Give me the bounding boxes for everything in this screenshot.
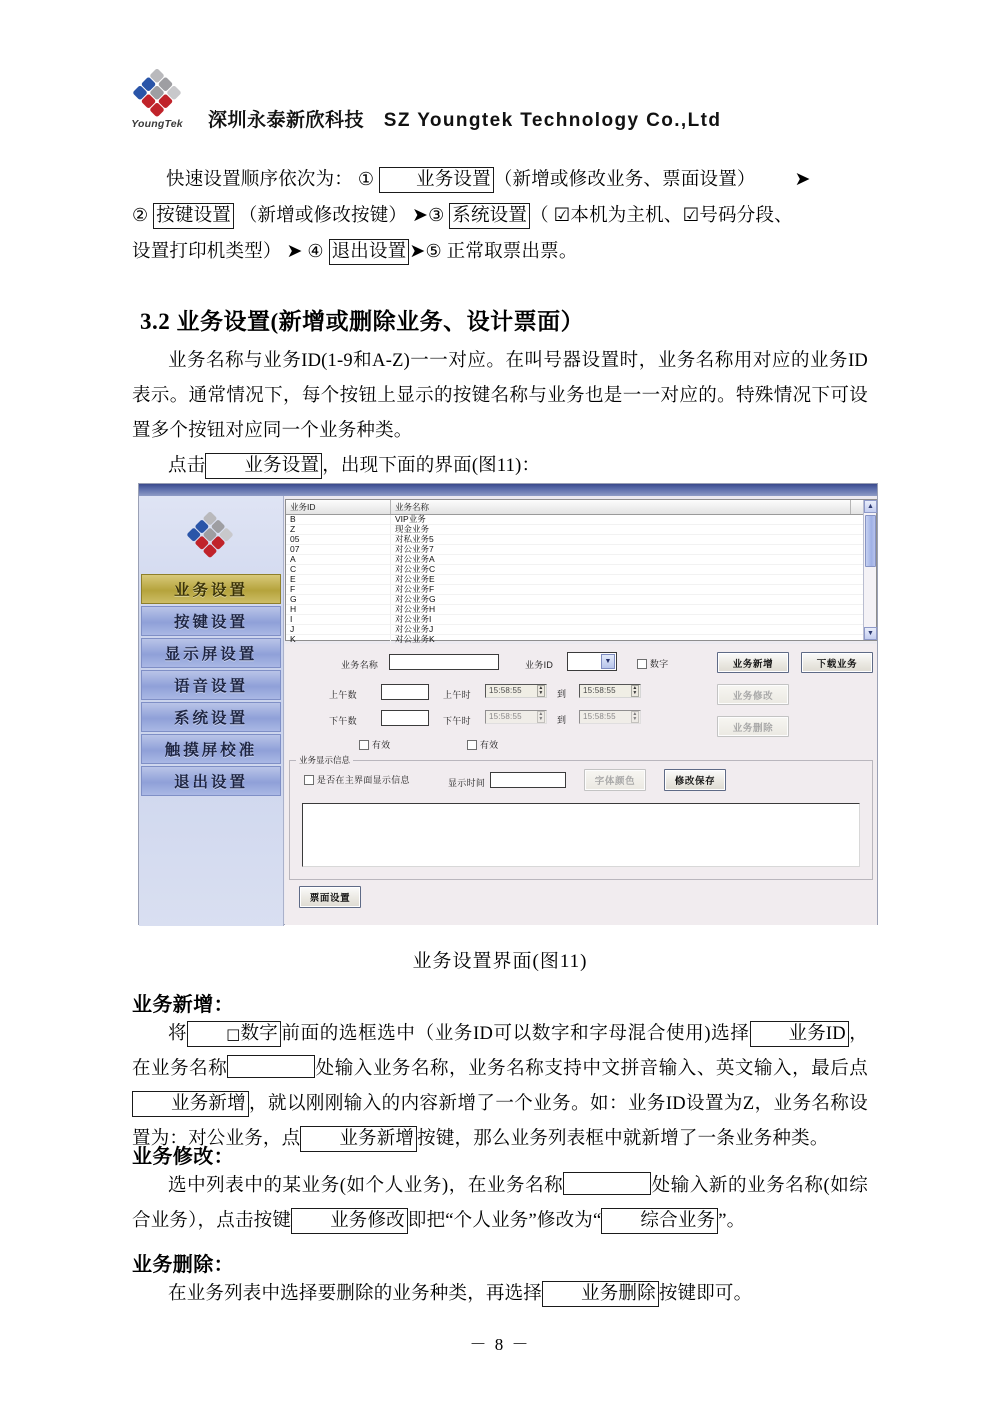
arrow-icon-2: ➤ [411, 204, 429, 226]
modify-business-section [132, 1140, 868, 1239]
add-business-button[interactable]: 业务新增 [717, 652, 789, 673]
step-2-number: ② [132, 205, 149, 226]
checkbox-digit[interactable] [637, 659, 647, 669]
section-paragraph-1: 业务名称与业务ID(1-9和A-Z)一一对应。在叫号器设置时，业务名称用对应的业务ID表示。通常情况下，每个按钮上显示的按键名称与业务也是一一对应的。特殊情况下可设置多个按钮对应同一个业务种类。 [132, 351, 868, 441]
intro-block [132, 162, 868, 270]
cell-business-name: 对私业务5 [395, 534, 434, 544]
cell-business-name: 对公业务G [395, 594, 436, 604]
intro-box-system-settings: 系统设置 [449, 203, 530, 229]
save-changes-button[interactable]: 修改保存 [664, 769, 726, 791]
column-header-business-id[interactable]: 业务ID [286, 500, 391, 514]
cell-business-id: Z [286, 525, 391, 534]
am-time-to-spinner[interactable] [579, 684, 641, 698]
cell-business-id: B [286, 515, 391, 524]
table-row[interactable] [286, 565, 876, 575]
delete-box-delete-business: 业务删除 [542, 1281, 659, 1307]
column-header-business-name[interactable]: 业务名称 [391, 500, 851, 514]
display-info-group-title: 业务显示信息 [296, 754, 353, 766]
step-1-number: ① [357, 169, 375, 190]
para2-post: ，出现下面的界面(图11)： [322, 456, 541, 476]
sidebar-item-label: 系统设置 [173, 710, 248, 727]
para2-prefix: 点击 [168, 456, 206, 476]
modify-t3: 即把“个人业务”修改为“ [407, 1211, 602, 1231]
square-icon: □ [226, 1025, 241, 1043]
modify-t4: ”。 [718, 1211, 746, 1231]
table-row[interactable] [286, 575, 876, 585]
checkbox-show-on-main[interactable] [304, 775, 314, 785]
table-row[interactable] [286, 545, 876, 555]
add-t4: 处输入业务名称，业务名称支持中文拼音输入、英文输入，最后点 [315, 1059, 868, 1079]
add-box-digit [187, 1021, 281, 1047]
sidebar-item-label: 语音设置 [173, 678, 248, 695]
modify-t2: 处输入新的业务名称(如综合业务），点击按键 [132, 1176, 869, 1231]
scrollbar-thumb[interactable] [865, 515, 876, 567]
scroll-up-icon[interactable]: ▲ [864, 500, 877, 513]
table-row[interactable] [286, 535, 876, 545]
business-list[interactable] [285, 499, 877, 644]
window-titlebar [139, 484, 877, 496]
label-pm-count: 下午数 [329, 716, 357, 726]
show-time-input[interactable] [490, 772, 566, 788]
figure-caption: 业务设置界面(图11) [412, 951, 588, 972]
checkbox-digit-row[interactable] [637, 657, 668, 670]
cell-business-name: 对公业务C [395, 564, 436, 574]
sidebar-item-exit-settings[interactable] [141, 766, 281, 796]
display-info-memo[interactable] [302, 803, 860, 867]
para2-box-business-settings: 业务设置 [205, 453, 322, 479]
label-to-1: 到 [557, 689, 567, 699]
add-t5: ，就以刚刚输入的内容新增了一个业务。如：业务ID设置为Z，业务名称设置为：对公业务，点 [132, 1094, 868, 1149]
table-row[interactable] [286, 615, 876, 625]
diamond-logo-icon [124, 64, 190, 120]
add-b1: 数字 [240, 1024, 278, 1044]
business-id-select[interactable] [567, 652, 617, 671]
sidebar-nav [139, 496, 284, 926]
cell-business-id: 05 [286, 535, 391, 544]
add-t1: 将 [168, 1024, 188, 1044]
add-t2: 前面的选框选中（业务ID可以数字和字母混合使用)选择 [280, 1024, 750, 1044]
cell-business-id: A [286, 555, 391, 564]
add-business-paragraph [132, 1017, 868, 1157]
label-to-2: 到 [557, 715, 567, 725]
page-header [118, 64, 878, 136]
modify-box-comprehensive-business: 综合业务 [601, 1208, 718, 1234]
cell-business-name: 对公业务7 [395, 544, 434, 554]
business-settings-window [138, 483, 878, 925]
checkbox-show-main-label: 是否在主界面显示信息 [316, 775, 410, 785]
cell-business-name: 对公业务I [395, 614, 432, 624]
pm-time-from-value: 15:58:55 [489, 712, 522, 721]
arrow-icon-4: ➤ [409, 240, 426, 262]
cell-business-name: 对公业务E [395, 574, 435, 584]
cell-business-name: 对公业务K [395, 634, 435, 644]
page-number: － 8 － [469, 1335, 531, 1354]
modify-business-button[interactable]: 业务修改 [717, 684, 789, 705]
intro-box-business-settings: 业务设置 [379, 167, 494, 193]
add-business-heading: 业务新增： [132, 994, 234, 1016]
list-scrollbar[interactable] [863, 500, 876, 640]
delete-business-heading: 业务删除： [132, 1254, 234, 1276]
checkbox-valid-1[interactable] [359, 740, 369, 750]
am-count-input[interactable] [381, 684, 429, 700]
section-paragraph-2 [132, 449, 868, 484]
add-box-add-business-2: 业务新增 [300, 1126, 417, 1152]
label-am-count: 上午数 [329, 690, 357, 700]
table-row[interactable] [286, 605, 876, 615]
checkbox-valid-2[interactable] [467, 740, 477, 750]
cell-business-name: 对公业务J [395, 624, 434, 634]
diamond-logo-icon [179, 508, 241, 562]
table-row[interactable] [286, 595, 876, 605]
business-list-header [286, 500, 876, 515]
cell-business-id: J [286, 625, 391, 634]
spinner-arrows-icon[interactable]: ▲ ▼ [538, 711, 544, 722]
cell-business-id: 07 [286, 545, 391, 554]
company-name-cn: 深圳永泰新欣科技 [208, 110, 365, 131]
cell-business-name: 对公业务H [395, 604, 436, 614]
pm-time-from-spinner[interactable] [485, 710, 547, 724]
intro-line2-post: （ ☑本机为主机、☑号码分段、 [530, 206, 793, 226]
company-name-en: SZ Youngtek Technology Co.,Ltd [383, 110, 722, 131]
add-box-add-business-1: 业务新增 [132, 1091, 249, 1117]
checkbox-valid-1-label: 有效 [371, 740, 391, 750]
sidebar-item-label: 业务设置 [173, 582, 248, 599]
cell-business-name: 对公业务F [395, 584, 435, 594]
sidebar-item-display-settings[interactable] [141, 638, 281, 668]
scroll-down-icon[interactable]: ▼ [864, 627, 877, 640]
checkbox-valid-2-row[interactable] [467, 738, 498, 751]
sidebar-item-system-settings[interactable] [141, 702, 281, 732]
pm-time-to-value: 15:58:55 [583, 712, 616, 721]
ticket-layout-button[interactable]: 票面设置 [299, 886, 361, 908]
spinner-arrows-icon[interactable]: ▲ ▼ [538, 685, 544, 696]
cell-business-id: G [286, 595, 391, 604]
cell-business-id: I [286, 615, 391, 624]
add-blank-field [227, 1055, 315, 1078]
section-body [132, 344, 868, 484]
label-business-id: 业务ID [525, 660, 554, 670]
modify-t1: 选中列表中的某业务(如个人业务)，在业务名称 [168, 1176, 564, 1196]
cell-business-id: K [286, 635, 391, 644]
delete-business-button[interactable]: 业务删除 [717, 716, 789, 737]
checkbox-digit-label: 数字 [649, 659, 669, 669]
table-row[interactable] [286, 555, 876, 565]
display-info-group [289, 755, 873, 880]
checkbox-valid-2-label: 有效 [479, 740, 499, 750]
delete-business-section [132, 1248, 868, 1312]
cell-business-id: H [286, 605, 391, 614]
label-am-time: 上午时 [443, 690, 471, 700]
sidebar-item-voice-settings[interactable] [141, 670, 281, 700]
intro-line-2 [132, 198, 868, 234]
sidebar-item-label: 显示屏设置 [164, 646, 258, 663]
intro-line3-pre: 设置打印机类型） [132, 242, 282, 262]
business-name-input[interactable] [389, 654, 499, 670]
am-time-to-value: 15:58:55 [583, 686, 616, 695]
delete-t2: 按键即可。 [658, 1284, 753, 1304]
intro-line2-mid: （新增或修改按键） [238, 206, 408, 226]
cell-business-id: F [286, 585, 391, 594]
company-name [208, 105, 721, 136]
step-3-number: ③ [428, 205, 445, 226]
arrow-icon-1: ➤ [794, 168, 811, 190]
sidebar-item-label: 按键设置 [173, 614, 248, 631]
modify-blank-field [563, 1172, 651, 1195]
table-row[interactable] [286, 525, 876, 535]
chevron-down-icon[interactable]: ▼ [601, 654, 615, 669]
sidebar-logo [139, 496, 284, 574]
spinner-arrows-icon[interactable]: ▲ ▼ [632, 711, 638, 722]
delete-t1: 在业务列表中选择要删除的业务种类，再选择 [168, 1284, 543, 1304]
pm-time-to-spinner[interactable] [579, 710, 641, 724]
table-row[interactable] [286, 585, 876, 595]
label-show-time: 显示时间 [448, 778, 486, 788]
intro-line-3 [132, 234, 868, 270]
table-row[interactable] [286, 515, 876, 525]
modify-business-heading: 业务修改： [132, 1146, 234, 1168]
sidebar-item-business-settings[interactable] [141, 574, 281, 604]
add-box-business-id: 业务ID [750, 1021, 849, 1047]
checkbox-valid-1-row[interactable] [359, 738, 390, 751]
step-5-number: ⑤ [425, 241, 442, 262]
intro-line3-post: 正常取票出票。 [446, 242, 578, 262]
am-time-from-spinner[interactable] [485, 684, 547, 698]
table-row[interactable] [286, 625, 876, 635]
sidebar-item-label: 触摸屏校准 [164, 742, 258, 759]
section-heading: 3.2 业务设置(新增或删除业务、设计票面） [140, 309, 585, 334]
cell-business-id: C [286, 565, 391, 574]
intro-box-key-settings: 按键设置 [153, 203, 234, 229]
add-business-section [132, 988, 868, 1157]
cell-business-name: 对公业务A [395, 554, 435, 564]
checkbox-show-main-row[interactable] [304, 773, 410, 786]
modify-business-paragraph [132, 1169, 868, 1239]
cell-business-name: VIP业务 [395, 514, 426, 524]
youngtek-logo [118, 64, 196, 136]
cell-business-id: E [286, 575, 391, 584]
step-4-number: ④ [307, 241, 324, 262]
delete-business-paragraph [132, 1277, 868, 1312]
business-list-body[interactable] [286, 514, 876, 644]
label-business-name: 业务名称 [341, 660, 379, 670]
font-color-button[interactable]: 字体颜色 [584, 769, 646, 791]
intro-line-1 [132, 162, 868, 198]
am-time-from-value: 15:58:55 [489, 686, 522, 695]
intro-line1-post: （新增或修改业务、票面设置） [493, 170, 756, 190]
sidebar-item-touch-calibration[interactable] [141, 734, 281, 764]
spinner-arrows-icon[interactable]: ▲ ▼ [632, 685, 638, 696]
label-pm-time: 下午时 [443, 716, 471, 726]
arrow-icon-3: ➤ [286, 240, 303, 262]
intro-prefix: 快速设置顺序依次为： [166, 170, 354, 190]
sidebar-item-key-settings[interactable] [141, 606, 281, 636]
pm-count-input[interactable] [381, 710, 429, 726]
cell-business-name: 现金业务 [395, 524, 430, 534]
download-business-button[interactable]: 下载业务 [801, 652, 873, 673]
add-t3: ，在业务名称 [132, 1024, 868, 1079]
logo-wordmark: YoungTek [131, 118, 183, 130]
sidebar-item-label: 退出设置 [173, 774, 248, 791]
intro-box-exit-settings: 退出设置 [329, 239, 410, 265]
add-t6: 按键，那么业务列表框中就新增了一条业务种类。 [417, 1129, 829, 1149]
business-form [285, 644, 877, 925]
modify-box-modify-business: 业务修改 [291, 1208, 408, 1234]
